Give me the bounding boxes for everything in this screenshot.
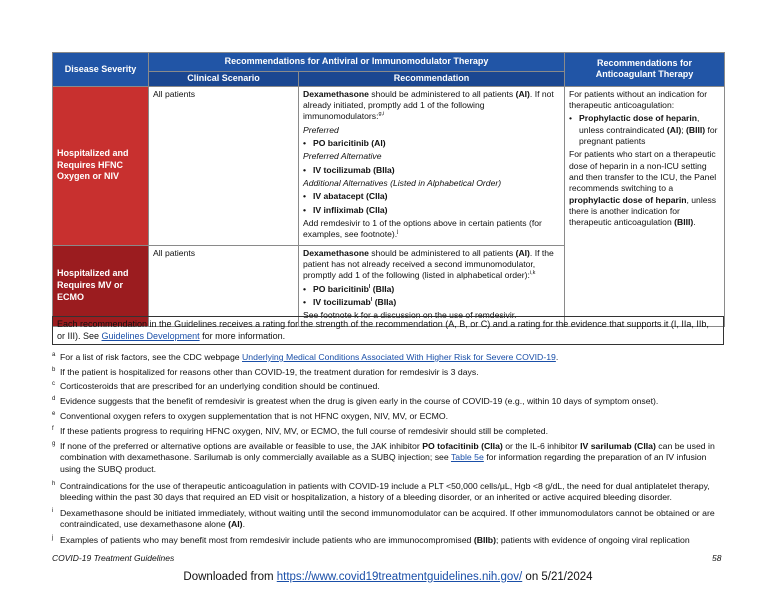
footnote-tail: . (555, 352, 559, 362)
footnote-mark: c (52, 381, 55, 387)
anticoag-intro: For patients without an indication for therapeutic anticoagulation: (569, 88, 708, 110)
lead-rating-2: (AI) (515, 247, 530, 258)
footnote-mark: f (52, 426, 54, 432)
scenario-row2: All patients (149, 245, 299, 326)
lead-rating: (AI) (515, 88, 530, 99)
additional-item-2: • IV infliximab (CIIa) (303, 205, 560, 216)
lead-tail: . If not already initiated, promptly add 1 of the following immunomodulators: (303, 88, 554, 122)
footnote-tail: . (242, 519, 245, 530)
anticoagulant-recommendation (565, 86, 725, 326)
table-5e-link[interactable]: Table 5e (450, 452, 484, 463)
item2-sup: l (370, 297, 373, 304)
download-suffix: on 5/21/2024 (522, 571, 593, 583)
bullet-tail: for pregnant patients (579, 124, 718, 146)
lead-sup: g,i (378, 111, 385, 118)
preferred-label: Preferred (303, 124, 339, 135)
header-disease-severity: Disease Severity (53, 53, 149, 87)
footnote-mark: i (52, 508, 54, 514)
para-end: . (693, 217, 696, 228)
footnote-e (52, 411, 724, 422)
dexamethasone-text: Dexamethasone (303, 88, 369, 99)
cdc-risk-factors-link[interactable]: Underlying Medical Conditions Associated With Higher Risk for Severe COVID-19 (242, 352, 556, 362)
footnote-mark: a (52, 352, 56, 358)
additional-alternatives-label: Additional Alternatives (Listed in Alphabetical Order) (303, 177, 502, 188)
guidelines-development-link[interactable]: Guidelines Development (101, 330, 200, 341)
additional-item-1: • IV abatacept (CIIa) (303, 191, 560, 202)
footnote-c (52, 381, 724, 392)
header-clinical-scenario: Clinical Scenario (149, 72, 299, 87)
footnote-text: If the patient is hospitalized for reasons other than COVID-19, the treatment duration for remdesivir is 3 days. (60, 367, 479, 377)
footnote-g (52, 441, 724, 475)
download-prefix: Downloaded from (183, 571, 277, 583)
footnote-mark: h (52, 481, 56, 487)
item1-sup: l (368, 283, 371, 290)
tofacitinib-text: PO tofacitinib (CIIa) (422, 441, 503, 451)
footnote-text: If these patients progress to requiring HFNC oxygen, NIV, MV, or ECMO, the full course of remdesivir should still be completed. (60, 426, 549, 436)
lead-sup-2: i,k (529, 270, 536, 277)
anticoag-paragraph (569, 149, 720, 228)
recommendation-table (52, 52, 725, 327)
rating-note-tail: for more information. (199, 330, 286, 341)
rating-note-text: Each recommendation in the Guidelines receives a rating for the strength of the recommendation (A, B, or C) and a rating for the evidence that supports it (I, IIa, IIb, or III). See (57, 319, 709, 341)
footnote-b (52, 367, 724, 378)
footer-title: COVID-19 Treatment Guidelines (52, 553, 175, 563)
footnote-text-4: for information regarding the preparation of an IV infusion using the SUBQ product. (60, 452, 707, 474)
severity-mv-ecmo: Hospitalized and Requires MV or ECMO (53, 245, 149, 326)
bullet-sep: ; (681, 124, 687, 135)
footnote-rating: (BIIb) (473, 535, 497, 545)
row2-footnote-note: See footnote k for a discussion on the use of remdesivir. (303, 310, 517, 321)
preferred-item: • PO baricitinib (AI) (303, 138, 560, 149)
footnote-tail: ; patients with evidence of ongoing viral replication (496, 535, 690, 545)
footnote-rating: (AI) (228, 519, 243, 530)
para-rating: (BIII) (674, 217, 694, 228)
para-tail: , unless there is another indication for therapeutic anticoagulation (569, 194, 717, 228)
footnote-text: For a list of risk factors, see the CDC webpage (60, 352, 243, 362)
footnote-f (52, 426, 724, 437)
lead-text: should be administered to all patients (368, 88, 516, 99)
header-antiviral-therapy: Recommendations for Antiviral or Immunomodulator Therapy (149, 53, 565, 72)
para-bold: prophylactic dose of heparin (569, 194, 687, 205)
recommendation-row1 (299, 86, 565, 245)
footnote-text: If none of the preferred or alternative options are available or feasible to use, the JAK inhibitor (60, 441, 423, 451)
prophylactic-heparin-text: Prophylactic dose of heparin (579, 113, 697, 124)
row2-item-1 (303, 284, 560, 295)
bullet-rating-2: (BIII) (686, 124, 706, 135)
row2-item-2 (303, 297, 560, 308)
footnote-mark: d (52, 396, 56, 402)
scenario-row1: All patients (149, 86, 299, 245)
footnote-h (52, 481, 724, 504)
footnote-mark: g (52, 441, 56, 447)
lead-tail-2: . If the patient has not already received a second immunomodulator, promptly add 1 of the following (listed in alphabetical order): (303, 247, 554, 281)
severity-hfnc-niv: Hospitalized and Requires HFNC Oxygen or NIV (53, 86, 149, 245)
lead-text-2: should be administered to all patients (368, 247, 516, 258)
remdesivir-note-text: Add remdesivir to 1 of the options above in certain patients (for examples, see footnote). (303, 217, 542, 240)
footnote-text: Corticosteroids that are prescribed for an underlying condition should be continued. (60, 381, 380, 391)
footnote-mark: b (52, 367, 56, 373)
page-number: 58 (712, 553, 722, 563)
footnote-i (52, 508, 724, 531)
item2-text: IV tocilizumab (313, 297, 371, 308)
footnote-j (52, 535, 724, 546)
footnote-mark: e (52, 411, 56, 417)
footnote-a (52, 352, 724, 363)
footnote-text: Contraindications for the use of therapeutic anticoagulation in patients with COVID-19 include a PLT <50,000 cells/μL, Hgb <8 g/dL, the need for dual antiplatelet therapy, bleeding within the past 30 days that required an ED visit or hospitalization, a history of a bleeding disorder, or an inherited or active acquired bleeding disorder. (60, 481, 710, 503)
footnote-text-2: or the IL-6 inhibitor (502, 441, 581, 451)
remdesivir-sup: j (397, 229, 399, 236)
row1-lead (303, 89, 560, 123)
sarilumab-text: IV sarilumab (CIIa) (580, 441, 656, 451)
bullet-text: , unless contraindicated (579, 113, 700, 135)
row2-lead (303, 248, 560, 282)
recommendation-row2 (299, 245, 565, 326)
bullet-rating-1: (AI) (666, 124, 682, 135)
item1-text: PO baricitinib (313, 283, 369, 294)
preferred-alternative-item: • IV tocilizumab (BIIa) (303, 165, 560, 176)
header-recommendation: Recommendation (299, 72, 565, 87)
footnote-mark: j (52, 535, 54, 541)
download-notice (0, 570, 776, 585)
footnote-text-3: can be used in combination with dexamethasone. Sarilumab is only commercially available as a SUBQ injection; see (60, 441, 715, 463)
footnote-text: Dexamethasone should be initiated immediately, without waiting until the second immunomodulator can be acquired. If other immunomodulators cannot be obtained or are contraindicated, use dexamethasone alone (60, 508, 715, 530)
dexamethasone-text-2: Dexamethasone (303, 247, 369, 258)
item2-rating: (BIIa) (372, 297, 397, 308)
footnote-text: Examples of patients who may benefit most from remdesivir include patients who are immunocompromised (60, 535, 474, 545)
anticoag-bullet (569, 113, 720, 147)
rating-note (52, 316, 724, 345)
footnote-d (52, 396, 724, 407)
remdesivir-note (303, 218, 560, 241)
guidelines-url-link[interactable]: https://www.covid19treatmentguidelines.nih.gov/ (276, 571, 523, 583)
footnote-text: Conventional oxygen refers to oxygen supplementation that is not HFNC oxygen, NIV, MV, or ECMO. (60, 411, 449, 421)
preferred-alternative-label: Preferred Alternative (303, 151, 382, 162)
item1-rating: (BIIa) (370, 283, 395, 294)
footnote-text: Evidence suggests that the benefit of remdesivir is greatest when the drug is given early in the course of COVID-19 (e.g., within 10 days of symptom onset). (60, 396, 659, 406)
header-anticoagulant-therapy: Recommendations for Anticoagulant Therapy (565, 53, 725, 87)
para-text: For patients who start on a therapeutic dose of heparin in a non-ICU setting and then transfer to the ICU, the Panel recommends switching to a (569, 149, 717, 194)
